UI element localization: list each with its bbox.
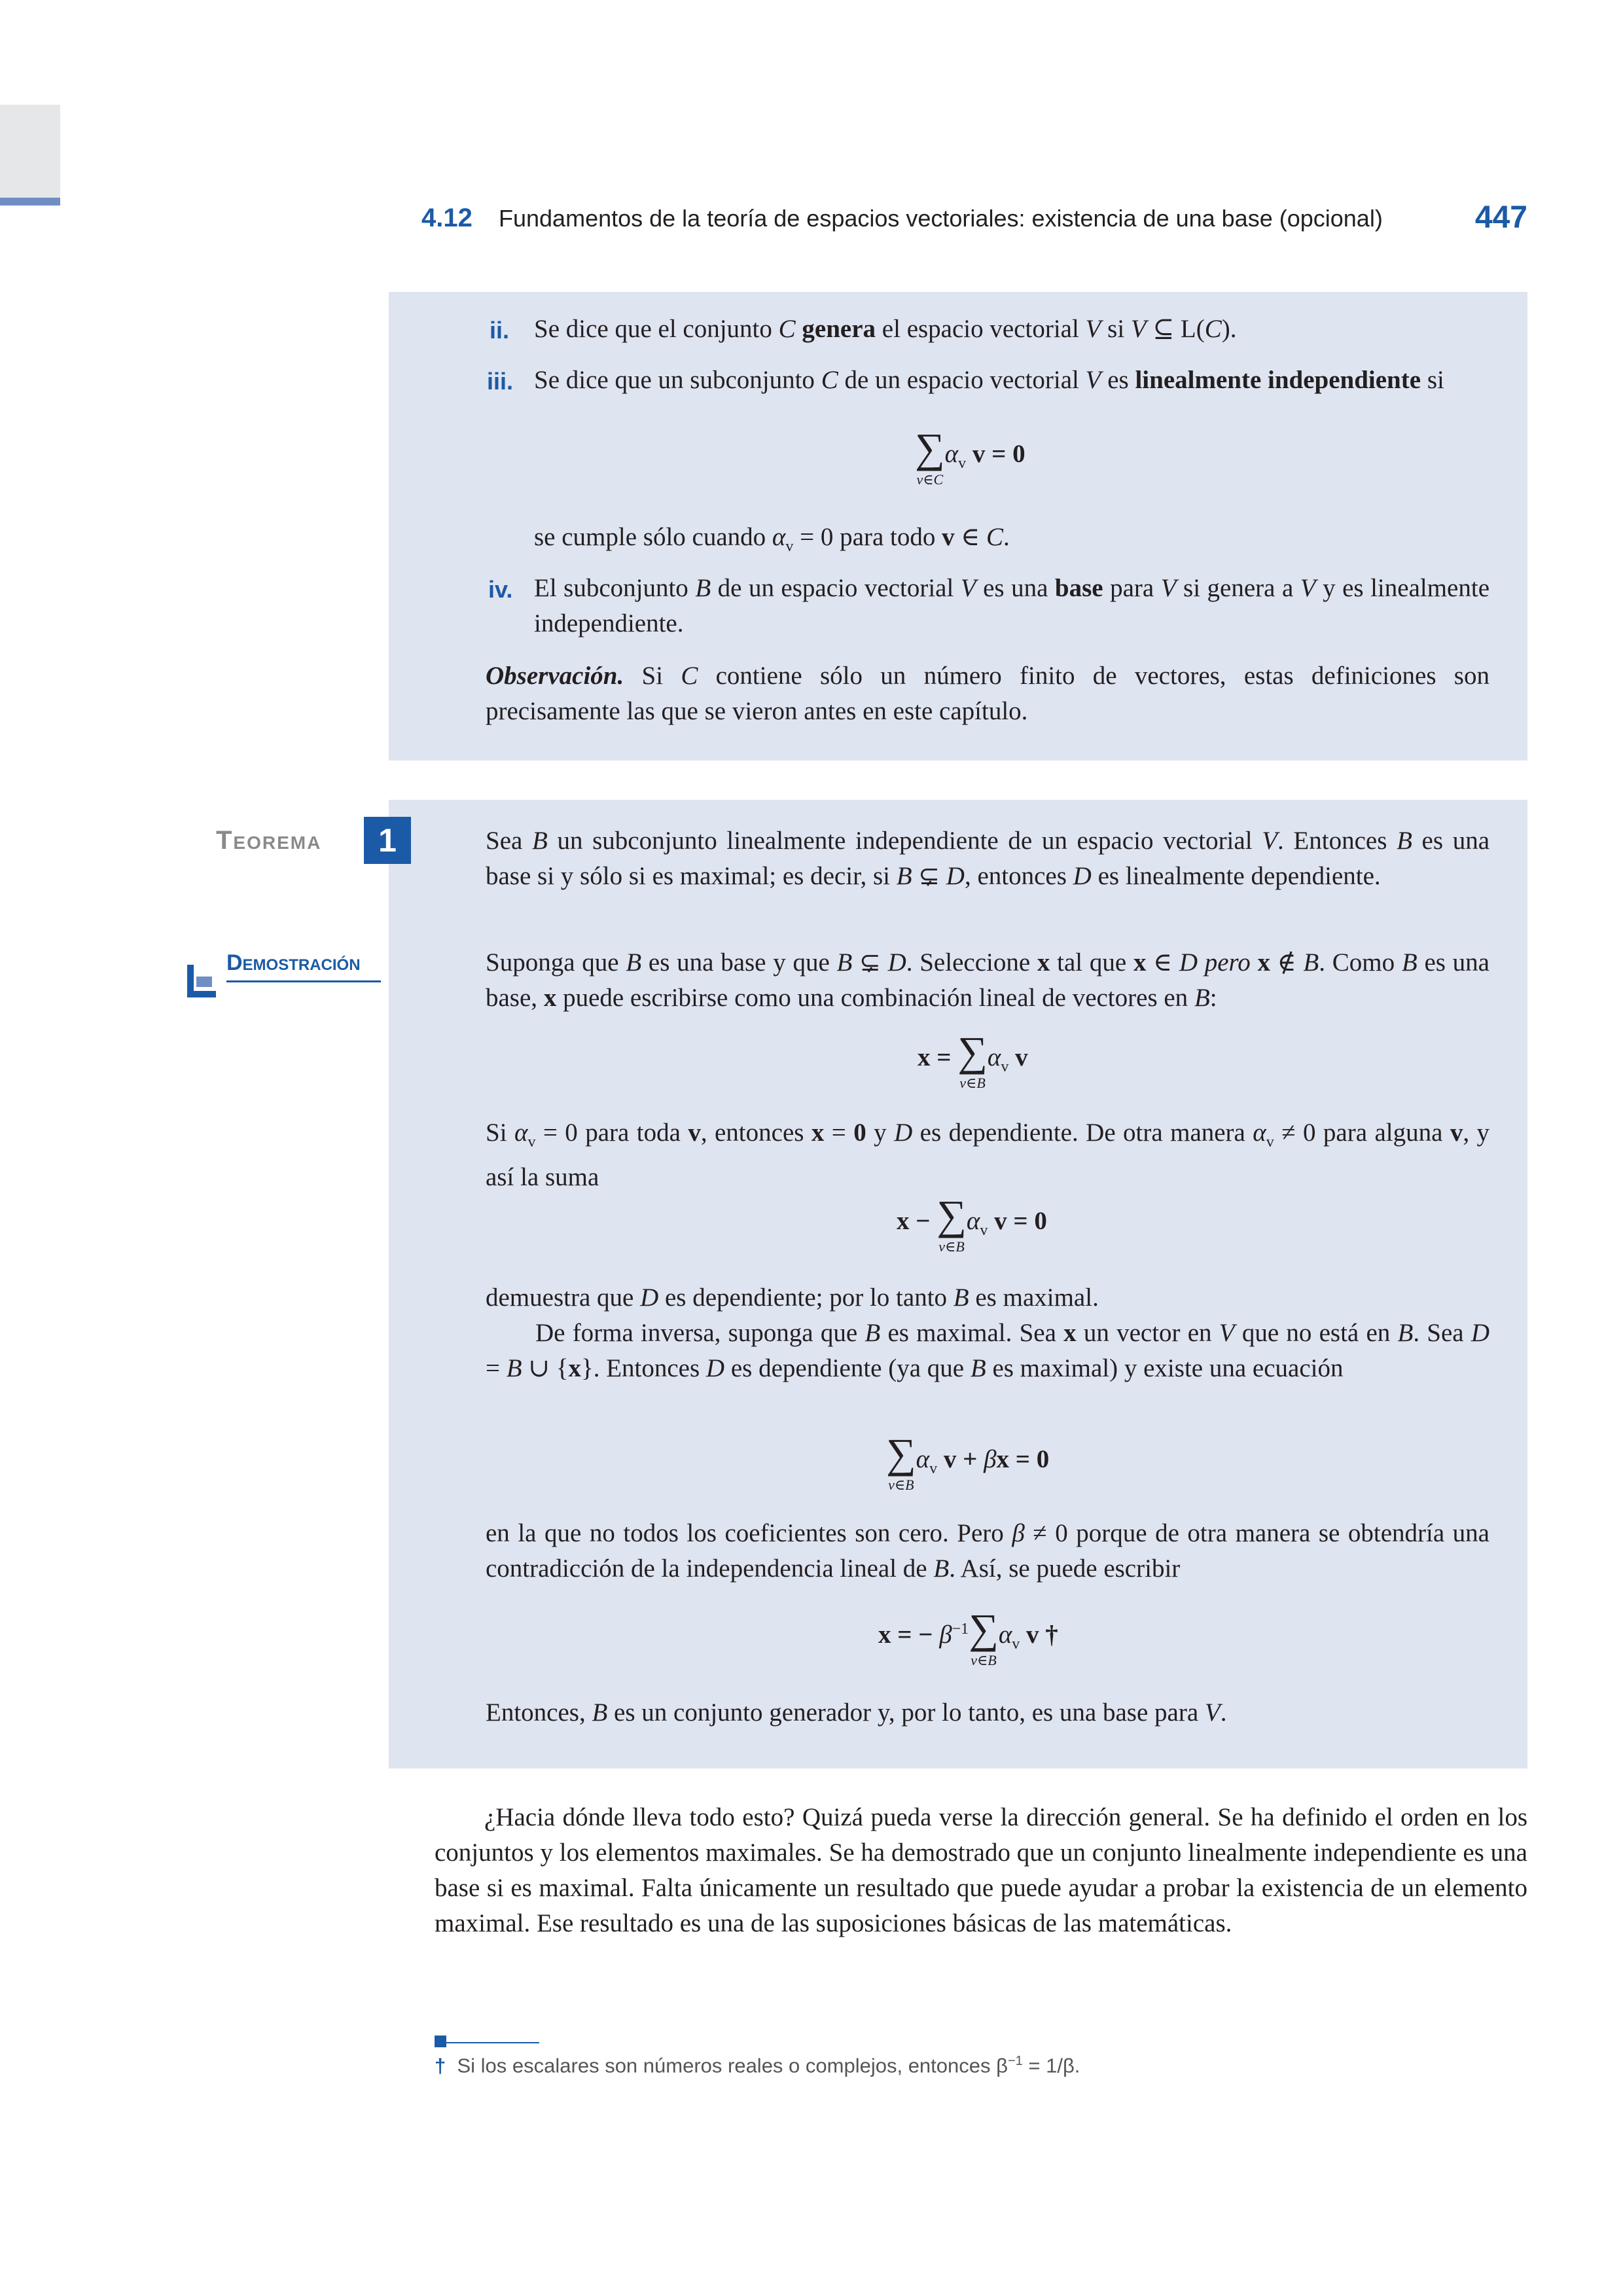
condition-text: se cumple sólo cuando $\alpha_v = 0$ para todo v ∈ C.: [534, 523, 1010, 555]
equation-3: x − ∑ v∈B $\alpha_v$ v = 0: [897, 1192, 1047, 1255]
item-iv-text: El subconjunto B de un espacio vectorial V es una base para V si genera a V y es linealmente independiente.: [534, 574, 1489, 637]
proof-label-rule: [226, 980, 381, 982]
equation-5: x = − $\beta^{-1}\sum$ v∈B $\alpha_v$ v †: [878, 1605, 1058, 1668]
item-iv-number: iv.: [488, 576, 513, 603]
item-iii-text: Se dice que un subconjunto C de un espacio vectorial V es linealmente independiente si: [534, 366, 1444, 394]
item-ii-number: ii.: [490, 317, 510, 344]
page-corner-bar: [0, 198, 60, 206]
proof-bracket-icon: [187, 965, 216, 997]
proof-paragraph-4: De forma inversa, suponga que B es maximal. Sea x un vector en V que no está en B. Sea D = B ∪ {x}. Entonces D es dependiente (ya que B es maximal) y existe una ecuación: [486, 1319, 1489, 1382]
proof-label: Demostración: [226, 950, 361, 975]
section-title: Fundamentos de la teoría de espacios vectoriales: existencia de una base (opcional): [499, 205, 1383, 232]
proof-paragraph-3: demuestra que D es dependiente; por lo tanto B es maximal.: [486, 1283, 1099, 1312]
footnote-marker-square: [435, 2036, 446, 2047]
body-paragraph: ¿Hacia dónde lleva todo esto? Quizá pueda verse la dirección general. Se ha definido el orden en los conjuntos y los elementos maximales. Se ha demostrado que un conjunto linealmente independiente es una base si es maximal. Falta únicamente un resultado que puede ayudar a probar la existencia de un elemento maximal. Ese resultado es una de las suposiciones básicas de las matemáticas.: [435, 1803, 1527, 1937]
equation-2: x = ∑ v∈B $\alpha_v$ v: [918, 1028, 1028, 1091]
equation-4: ∑ v∈B $\alpha_v$ v + βx = 0: [886, 1430, 1050, 1493]
theorem-label: Teorema: [216, 826, 322, 855]
item-iii-number: iii.: [487, 368, 514, 395]
proof-paragraph-6: Entonces, B es un conjunto generador y, por lo tanto, es una base para V.: [486, 1698, 1227, 1727]
proof-paragraph-2: Si $\alpha_v = 0$ para toda v, entonces x = 0 y D es dependiente. De otra manera $\alpha_v \ne 0$ para alguna v, y así la suma: [486, 1119, 1490, 1191]
equation-1: ∑ v∈C $\alpha_v$ v = 0: [915, 425, 1026, 488]
proof-paragraph-5: en la que no todos los coeficientes son cero. Pero β ≠ 0 porque de otra manera se obtendría una contradicción de la independencia lineal de B. Así, se puede escribir: [486, 1519, 1489, 1583]
item-ii-text: Se dice que el conjunto C genera el espacio vectorial V si V ⊆ L(C).: [534, 315, 1237, 343]
section-number: 4.12: [421, 204, 473, 232]
running-head: [421, 200, 1527, 239]
theorem-statement: Sea B un subconjunto linealmente independiente de un espacio vectorial V. Entonces B es una base si y sólo si es maximal; es decir, si B ⊊ D, entonces D es linealmente dependiente.: [486, 827, 1489, 890]
footnote: † Si los escalares son números reales o complejos, entonces $\beta^{-1} = 1/\beta$.: [435, 2054, 1080, 2077]
theorem-number: 1: [364, 817, 411, 864]
footnote-rule: [435, 2042, 539, 2043]
proof-paragraph-1: Suponga que B es una base y que B ⊊ D. Seleccione x tal que x ∈ D pero x ∉ B. Como B es una base, x puede escribirse como una combinación lineal de vectores en B:: [486, 948, 1489, 1012]
page-corner-tab: [0, 105, 60, 203]
page-number: 447: [1474, 200, 1527, 235]
observation-text: Observación. Si C contiene sólo un número finito de vectores, estas definiciones son precisamente las que se vieron antes en este capítulo.: [486, 662, 1489, 725]
